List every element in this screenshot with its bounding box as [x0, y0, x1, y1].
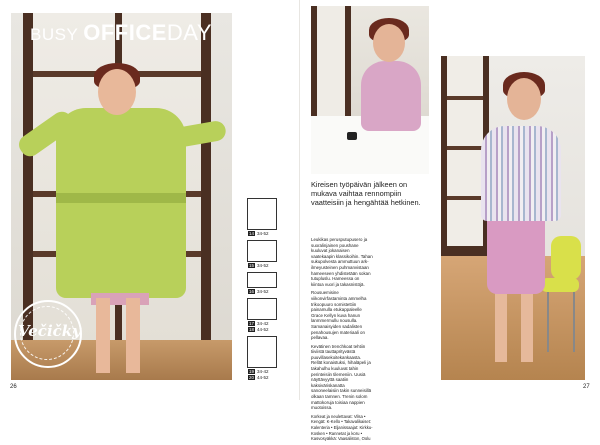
chair-leg	[573, 292, 575, 352]
sketch-blouse	[247, 240, 277, 262]
sketch-tag	[248, 375, 271, 380]
sketch-trousers	[247, 336, 277, 368]
page-number-left: 26	[10, 384, 17, 390]
legs	[96, 298, 141, 373]
sketch-sizes: 44-52	[257, 327, 269, 332]
body-paragraph: Rousuemisine viikonvirfastaminta ammelha trikoopuuro somistettiin painamulla etukappaleelle Grace Kellyn kuva hanun lanmmermullu nousulla. Samanaisyiden sadalisten penahousujen materiaali on pellavaa.	[311, 290, 367, 341]
sketch-number: 19	[249, 369, 255, 374]
sketch-tag	[248, 263, 271, 268]
legs	[495, 292, 533, 362]
logo-text: Večičky	[18, 322, 81, 340]
coat-belt	[56, 193, 186, 203]
page-title	[30, 20, 212, 46]
shelf-board	[447, 146, 483, 150]
sketch-coat	[247, 198, 277, 230]
page-number-right: 27	[583, 384, 590, 390]
sketch-sizes: 34-52	[257, 289, 269, 294]
sketch-number: 20	[249, 375, 255, 380]
bookshelf-back	[447, 56, 483, 246]
sketch-tag	[248, 289, 271, 294]
photo-caption: Kireisen työpäivän jälkeen on mukava vaihtaa rennompiin vaatteisiin ja hengähtää hetkinen.	[311, 180, 421, 207]
face	[373, 24, 405, 62]
credits: Korkeat ja neulettavat: Vilsa • Kengät: K-Kello • Takavalikaiset: Kalenteria • Eljanissaajat: Kirkku-Kosken • Rannetat ja koru • Kasvosyäkkä: Vaasaliston, Oolu	[311, 413, 373, 442]
shelf-board	[447, 196, 483, 200]
shelf-board	[447, 96, 483, 100]
title-busy: BUSY	[30, 25, 84, 44]
left-page	[0, 0, 300, 400]
sketch-sizes: 34-42	[257, 321, 269, 326]
face	[507, 78, 541, 120]
sketch-sizes: 44-52	[257, 375, 269, 380]
relaxing-photo	[311, 6, 429, 174]
sketch-number: 16	[249, 289, 255, 294]
sketch-number: 15	[249, 263, 255, 268]
yellow-chair-seat	[541, 278, 579, 292]
striped-shirt-photo	[441, 56, 585, 380]
sketch-top	[247, 298, 277, 320]
face	[98, 69, 136, 115]
sketch-tag	[248, 369, 271, 374]
article-body	[311, 237, 373, 445]
title-day: DAY	[166, 20, 212, 45]
sketch-number: 18	[249, 327, 255, 332]
body-paragraph: Kevätinen trenchkoat tehtiin tiiviistä tauttaprityvästä puuvillasekoitekankaasta. Rellät konaistuksi, hihaläpeli ja takahulhu kuuluvat tahin perinteisiin tilemeniin. Uusiä näyttävyyttä saatiin kaksiväriskanatta sanoneelaisiin takin sunneisillä olkaan tamnen. Trenin solom mattokoruja toisiaa nappien muotoissa.	[311, 343, 372, 411]
sketch-number: 14	[249, 231, 255, 236]
sketch-tag	[248, 321, 271, 326]
sketch-tag	[248, 231, 271, 236]
coffee-cup	[347, 132, 357, 140]
sketch-tag	[248, 327, 271, 332]
striped-shirt	[481, 126, 561, 221]
sketch-sizes: 34-52	[257, 231, 269, 236]
green-trenchcoat	[56, 108, 186, 298]
chair-leg	[547, 292, 549, 352]
yellow-chair-back	[551, 236, 581, 280]
pink-pencil-skirt	[487, 216, 545, 294]
body-paragraph: Leukikas perusputupusero ja suoralinjainen poushane kuuluvat jokanaisen vaatekaapin klassikoihin. Tahan sukupolvesta ammuttuun ark-ilmeyusteinen puhmanvistaan hameeseen yhdistetään sokan tutupluslu. Hameessa on kiintoa vuori ja takasnistöjä.	[311, 237, 373, 287]
sketch-number: 17	[249, 321, 255, 326]
sketch-sizes: 34-52	[257, 263, 269, 268]
sketch-skirt	[247, 272, 277, 288]
bookshelf-back	[317, 6, 345, 126]
pink-top	[361, 61, 421, 131]
vecicky-logo	[14, 300, 82, 368]
sketch-sizes: 34-42	[257, 369, 269, 374]
title-office: OFFICE	[83, 20, 167, 45]
